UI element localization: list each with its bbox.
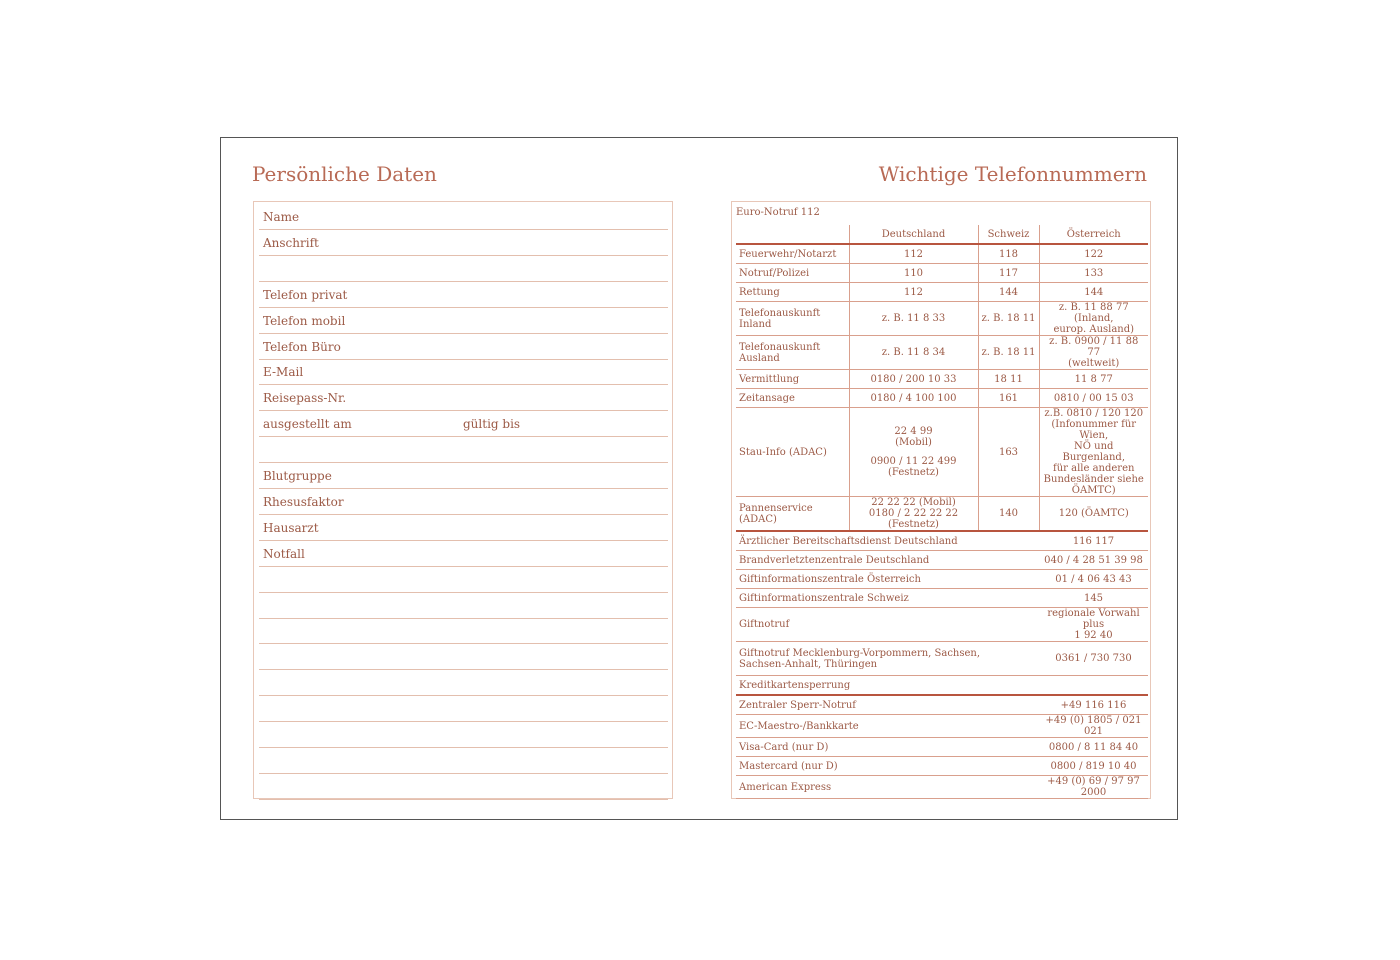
- cell-text: Vermittlung: [739, 373, 800, 385]
- row-label: [736, 570, 1039, 589]
- cell-text: 22 22 22 (Mobil): [871, 497, 956, 508]
- value-deutschland: [849, 302, 978, 336]
- cell-text: Zeitansage: [739, 392, 795, 404]
- spacer: [853, 448, 975, 456]
- cell-text: NÖ und Burgenland,: [1062, 441, 1125, 463]
- value-schweiz: [978, 283, 1039, 302]
- form-field-row[interactable]: [259, 515, 668, 541]
- table-header-row: [736, 225, 1148, 244]
- form-field-label: Telefon Büro: [263, 339, 341, 354]
- cell-text: 18 11: [994, 373, 1023, 385]
- form-field-row[interactable]: [259, 385, 668, 411]
- value-schweiz: [978, 370, 1039, 389]
- value-deutschland: [849, 497, 978, 532]
- cell-text: 0180 / 4 100 100: [870, 392, 957, 404]
- value-deutschland: [849, 264, 978, 283]
- page-title-phone-numbers: Wichtige Telefonnummern: [878, 162, 1147, 186]
- cell-text: Bundesländer siehe: [1043, 474, 1144, 485]
- value-schweiz: [978, 389, 1039, 408]
- table-row: [736, 283, 1148, 302]
- cell-text: z. B. 11 88 77 (Inland,: [1058, 302, 1129, 324]
- row-value: [1039, 551, 1148, 570]
- cell-text: American Express: [739, 781, 832, 793]
- cell-text: 163: [998, 446, 1019, 458]
- cell-text: Giftinformationszentrale Schweiz: [739, 592, 909, 604]
- cell-text: Feuerwehr/Notarzt: [739, 248, 837, 260]
- row-label: [736, 336, 849, 370]
- table-row: [736, 551, 1148, 570]
- form-field-row[interactable]: [259, 696, 668, 722]
- table-row: [736, 738, 1148, 757]
- cell-text: Stau-Info (ADAC): [739, 446, 827, 458]
- cell-text: europ. Ausland): [1053, 324, 1135, 335]
- table-row: [736, 302, 1148, 336]
- row-label: [736, 389, 849, 408]
- row-label: [736, 642, 1039, 676]
- cell-text: 0810 / 00 15 03: [1053, 392, 1134, 404]
- cell-text: 144: [1084, 286, 1104, 298]
- form-field-row[interactable]: [259, 774, 668, 800]
- form-field-row[interactable]: [259, 437, 668, 463]
- form-field-label-secondary: gültig bis: [463, 417, 521, 432]
- row-label: [736, 757, 1039, 776]
- cell-text: 0900 / 11 22 499: [870, 456, 957, 467]
- row-value: [1039, 608, 1148, 642]
- form-field-row[interactable]: [259, 256, 668, 282]
- form-field-row[interactable]: [259, 722, 668, 748]
- cell-text: 0180 / 200 10 33: [870, 373, 957, 385]
- table-row: [736, 676, 1148, 696]
- column-header: Deutschland: [849, 225, 978, 244]
- cell-text: 0800 / 8 11 84 40: [1048, 741, 1139, 753]
- cell-text: Ausland: [739, 352, 780, 364]
- notebook-spread: [220, 137, 1178, 820]
- form-field-row[interactable]: [259, 644, 668, 670]
- form-field-row[interactable]: [259, 567, 668, 593]
- form-field-row[interactable]: [259, 411, 668, 437]
- table-row: [736, 608, 1148, 642]
- euro-emergency-label: Euro-Notruf 112: [736, 207, 820, 218]
- cell-text: +49 (0) 69 / 97 97 2000: [1047, 776, 1140, 798]
- form-field-label: Anschrift: [263, 235, 319, 250]
- value-schweiz: [978, 244, 1039, 264]
- cell-text: Rettung: [739, 286, 780, 298]
- cell-text: Visa-Card (nur D): [739, 741, 829, 753]
- row-label: [736, 302, 849, 336]
- form-field-label: Notfall: [263, 546, 305, 561]
- form-field-label: Blutgruppe: [263, 469, 332, 483]
- cell-text: (Infonummer für: [1051, 419, 1137, 430]
- row-label: [736, 776, 1039, 799]
- cell-text: 161: [998, 392, 1019, 404]
- row-value: [1039, 531, 1148, 551]
- row-value: [1039, 695, 1148, 715]
- value-oesterreich: [1039, 497, 1148, 532]
- phone-numbers-table: [736, 225, 1148, 799]
- cell-text: 22 4 99: [894, 426, 933, 437]
- form-field-row[interactable]: [259, 541, 668, 567]
- cell-text: z. B. 11 8 33: [881, 313, 946, 324]
- form-field-row[interactable]: [259, 359, 668, 385]
- cell-text: EC-Maestro-/Bankkarte: [739, 720, 859, 732]
- value-oesterreich: [1039, 370, 1148, 389]
- cell-text: Zentraler Sperr-Notruf: [739, 699, 856, 711]
- form-field-row[interactable]: [259, 204, 668, 230]
- cell-text: für alle anderen: [1053, 463, 1135, 474]
- row-label: [736, 551, 1039, 570]
- cell-text: 117: [998, 267, 1019, 279]
- cell-text: z. B. 11 8 34: [881, 347, 946, 358]
- cell-text: 01 / 4 06 43 43: [1055, 573, 1132, 585]
- row-value: [1039, 776, 1148, 799]
- table-row: [736, 336, 1148, 370]
- column-header: Österreich: [1039, 225, 1148, 244]
- row-value: [1039, 715, 1148, 738]
- value-deutschland: [849, 370, 978, 389]
- cell-text: Telefonauskunft: [739, 341, 821, 353]
- table-row: [736, 370, 1148, 389]
- cell-text: 112: [903, 248, 924, 260]
- value-oesterreich: [1039, 336, 1148, 370]
- cell-text: 0800 / 819 10 40: [1050, 760, 1137, 772]
- cell-text: +49 116 116: [1060, 699, 1127, 711]
- row-label: [736, 408, 849, 497]
- form-field-row[interactable]: [259, 670, 668, 696]
- form-field-label: Name: [263, 210, 300, 224]
- value-schweiz: [978, 264, 1039, 283]
- row-value: [1039, 589, 1148, 608]
- table-row: [736, 642, 1148, 676]
- row-label: [736, 738, 1039, 757]
- value-deutschland: [849, 244, 978, 264]
- cell-text: z. B. 18 11: [981, 313, 1036, 324]
- cell-text: (weltweit): [1068, 358, 1120, 369]
- form-field-row[interactable]: [259, 618, 668, 644]
- row-value: [1039, 738, 1148, 757]
- form-field-row[interactable]: [259, 334, 668, 360]
- row-value: [1039, 570, 1148, 589]
- cell-text: Brandverletztenzentrale Deutschland: [739, 554, 930, 566]
- cell-text: (Mobil): [895, 437, 932, 448]
- value-oesterreich: [1039, 302, 1148, 336]
- row-label: [736, 264, 849, 283]
- cell-text: ÖAMTC): [1071, 485, 1116, 496]
- value-oesterreich: [1039, 283, 1148, 302]
- form-field-label: E-Mail: [263, 365, 304, 380]
- form-field-label: Telefon mobil: [263, 313, 346, 328]
- cell-text: z. B. 0900 / 11 88 77: [1049, 336, 1139, 358]
- table-row: [736, 715, 1148, 738]
- form-field-row[interactable]: [259, 489, 668, 515]
- value-oesterreich: [1039, 244, 1148, 264]
- row-label: [736, 589, 1039, 608]
- table-row: [736, 389, 1148, 408]
- cell-text: z.B. 0810 / 120 120: [1044, 408, 1144, 419]
- form-field-label: Hausarzt: [263, 520, 319, 535]
- table-row: [736, 408, 1148, 497]
- cell-text: 11 8 77: [1074, 373, 1113, 385]
- form-field-row[interactable]: [259, 230, 668, 256]
- cell-text: Sachsen-Anhalt, Thüringen: [739, 658, 878, 670]
- form-field-row[interactable]: [259, 748, 668, 774]
- cell-text: 0180 / 2 22 22 22 (Festnetz): [868, 508, 959, 530]
- phone-numbers-panel: [731, 201, 1151, 799]
- cell-text: 1 92 40: [1074, 630, 1113, 641]
- value-oesterreich: [1039, 264, 1148, 283]
- form-field-row[interactable]: [259, 463, 668, 489]
- table-row: [736, 244, 1148, 264]
- table-row: [736, 695, 1148, 715]
- cell-text: Giftnotruf: [739, 619, 790, 630]
- cell-text: (Festnetz): [888, 467, 939, 478]
- value-schweiz: [978, 408, 1039, 497]
- form-field-label: Reisepass-Nr.: [263, 391, 347, 406]
- row-label: [736, 676, 1039, 696]
- cell-text: Mastercard (nur D): [739, 760, 838, 772]
- cell-text: 112: [903, 286, 924, 298]
- value-schweiz: [978, 302, 1039, 336]
- row-value: [1039, 642, 1148, 676]
- cell-text: 116 117: [1072, 535, 1115, 547]
- value-schweiz: [978, 497, 1039, 532]
- form-field-row[interactable]: [259, 308, 668, 334]
- cell-text: 110: [903, 267, 924, 279]
- column-header: Schweiz: [978, 225, 1039, 244]
- cell-text: 0361 / 730 730: [1055, 653, 1132, 664]
- cell-text: z. B. 18 11: [981, 347, 1036, 358]
- column-header: [736, 225, 849, 244]
- cell-text: 120 (ÖAMTC): [1058, 508, 1129, 519]
- cell-text: 144: [998, 286, 1019, 298]
- value-oesterreich: [1039, 389, 1148, 408]
- form-field-label: Rhesusfaktor: [263, 494, 344, 509]
- row-label: [736, 283, 849, 302]
- value-schweiz: [978, 336, 1039, 370]
- form-field-label: ausgestellt am: [263, 417, 352, 432]
- table-row: [736, 531, 1148, 551]
- value-deutschland: [849, 283, 978, 302]
- personal-data-form: [253, 201, 673, 799]
- table-row: [736, 264, 1148, 283]
- cell-text: Giftinformationszentrale Österreich: [739, 573, 921, 585]
- cell-text: Giftnotruf Mecklenburg-Vorpommern, Sachsen,: [739, 647, 981, 659]
- page-title-personal-data: Persönliche Daten: [252, 162, 437, 186]
- row-label: [736, 244, 849, 264]
- cell-text: Telefonauskunft: [739, 307, 821, 319]
- table-row: [736, 589, 1148, 608]
- cell-text: Notruf/Polizei: [739, 267, 810, 279]
- cell-text: 140: [998, 508, 1019, 519]
- value-oesterreich: [1039, 408, 1148, 497]
- cell-text: +49 (0) 1805 / 021 021: [1045, 715, 1142, 737]
- cell-text: 040 / 4 28 51 39 98: [1044, 554, 1143, 566]
- cell-text: Wien,: [1079, 430, 1109, 441]
- form-field-label: Telefon privat: [263, 287, 348, 302]
- row-label: [736, 608, 1039, 642]
- row-label: [736, 370, 849, 389]
- cell-text: Inland: [739, 318, 772, 330]
- value-deutschland: [849, 408, 978, 497]
- table-row: [736, 497, 1148, 532]
- value-deutschland: [849, 336, 978, 370]
- table-row: [736, 757, 1148, 776]
- cell-text: 118: [998, 248, 1019, 260]
- cell-text: Ärztlicher Bereitschaftsdienst Deutschland: [739, 535, 958, 547]
- form-field-row[interactable]: [259, 593, 668, 619]
- cell-text: Kreditkartensperrung: [739, 679, 851, 691]
- cell-text: 122: [1084, 248, 1104, 260]
- form-field-row[interactable]: [259, 282, 668, 308]
- table-row: [736, 776, 1148, 799]
- row-value: [1039, 676, 1148, 696]
- value-deutschland: [849, 389, 978, 408]
- row-label: [736, 531, 1039, 551]
- cell-text: regionale Vorwahl plus: [1047, 608, 1140, 630]
- cell-text: Pannenservice (ADAC): [739, 502, 813, 525]
- row-label: [736, 715, 1039, 738]
- cell-text: 145: [1083, 592, 1104, 604]
- row-label: [736, 497, 849, 532]
- row-value: [1039, 757, 1148, 776]
- table-row: [736, 570, 1148, 589]
- row-label: [736, 695, 1039, 715]
- cell-text: 133: [1084, 267, 1104, 279]
